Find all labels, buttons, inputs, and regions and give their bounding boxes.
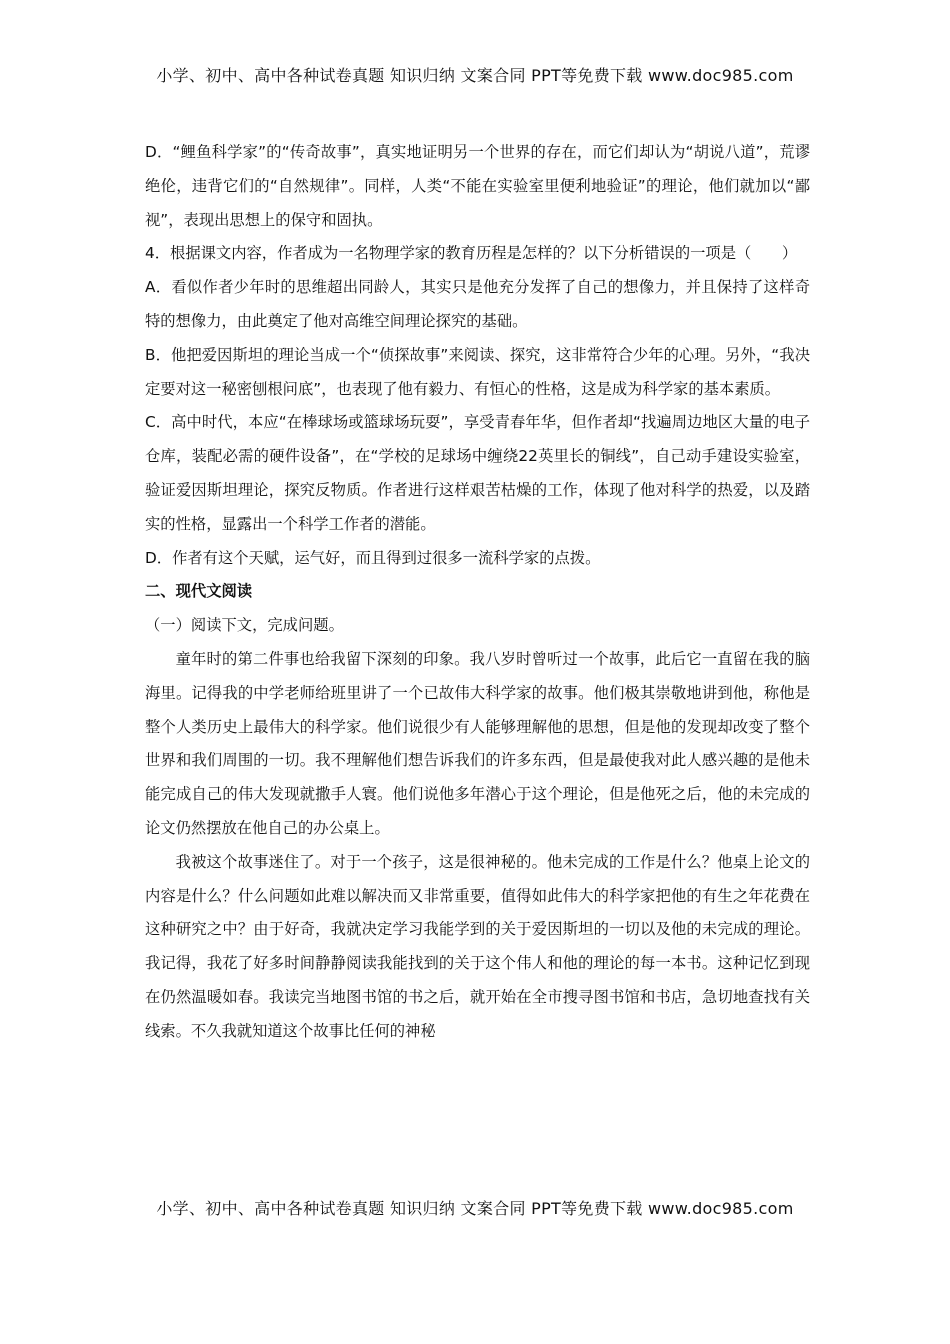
question-4-stem: 4．根据课文内容，作者成为一名物理学家的教育历程是怎样的？以下分析错误的一项是（ ） [145,244,798,263]
question-4-option-d: D．作者有这个天赋，运气好，而且得到过很多一流科学家的点拨。 [145,548,601,567]
page-header: 小学、初中、高中各种试卷真题 知识归纳 文案合同 PPT等免费下载 www.doc985.com [156,66,794,85]
passage-paragraph-1: 童年时的第二件事也给我留下深刻的印象。我八岁时曾听过一个故事，此后它一直留在我的脑海里。记得我的中学老师给班里讲了一个已故伟大科学家的故事。他们极其崇敬地讲到他，称他是整个人类历史上最伟大的科学家。他们说很少有人能够理解他的思想，但是他的发现却改变了整个世界和我们周围的一切。我不理解他们想告诉我们的许多东西，但是最使我对此人感兴趣的是他未能完成自己的伟大发现就撒手人寰。他们说他多年潜心于这个理论，但是他死之后，他的未完成的论文仍然摆放在他自己的办公桌上。 [145,649,810,837]
question-4-option-c: C．高中时代，本应“在棒球场或篮球场玩耍”，享受青春年华，但作者却“找遍周边地区大量的电子仓库，装配必需的硬件设备”，在“学校的足球场中缠绕22英里长的铜线”，自己动手建设实验室，验证爱因斯坦理论，探究反物质。作者进行这样艰苦枯燥的工作，体现了他对科学的热爱，以及踏实的性格，显露出一个科学工作者的潜能。 [145,413,810,533]
question-3-option-d: D．“鲤鱼科学家”的“传奇故事”，真实地证明另一个世界的存在，而它们却认为“胡说八道”，荒谬绝伦，违背它们的“自然规律”。同样，人类“不能在实验室里便利地验证”的理论，他们就加以“鄙视”，表现出思想上的保守和固执。 [145,143,810,229]
document-body [145,136,810,1049]
passage-paragraph-2: 我被这个故事迷住了。对于一个孩子，这是很神秘的。他未完成的工作是什么？他桌上论文的内容是什么？什么问题如此难以解决而又非常重要，值得如此伟大的科学家把他的有生之年花费在这种研究之中？由于好奇，我就决定学习我能学到的关于爱因斯坦的一切以及他的未完成的理论。我记得，我花了好多时间静静阅读我能找到的关于这个伟人和他的理论的每一本书。这种记忆到现在仍然温暖如春。我读完当地图书馆的书之后，就开始在全市搜寻图书馆和书店，急切地查找有关线索。不久我就知道这个故事比任何的神秘 [145,852,810,1040]
question-4-option-b: B．他把爱因斯坦的理论当成一个“侦探故事”来阅读、探究，这非常符合少年的心理。另外，“我决定要对这一秘密刨根问底”，也表现了他有毅力、有恒心的性格，这是成为科学家的基本素质。 [145,345,810,398]
subsection-heading: （一）阅读下文，完成问题。 [145,616,344,635]
section-heading: 二、现代文阅读 [145,582,253,601]
question-4-option-a: A．看似作者少年时的思维超出同龄人，其实只是他充分发挥了自己的想像力，并且保持了这样奇特的想像力，由此奠定了他对高维空间理论探究的基础。 [145,278,810,330]
page-footer: 小学、初中、高中各种试卷真题 知识归纳 文案合同 PPT等免费下载 www.doc985.com [156,1199,794,1218]
